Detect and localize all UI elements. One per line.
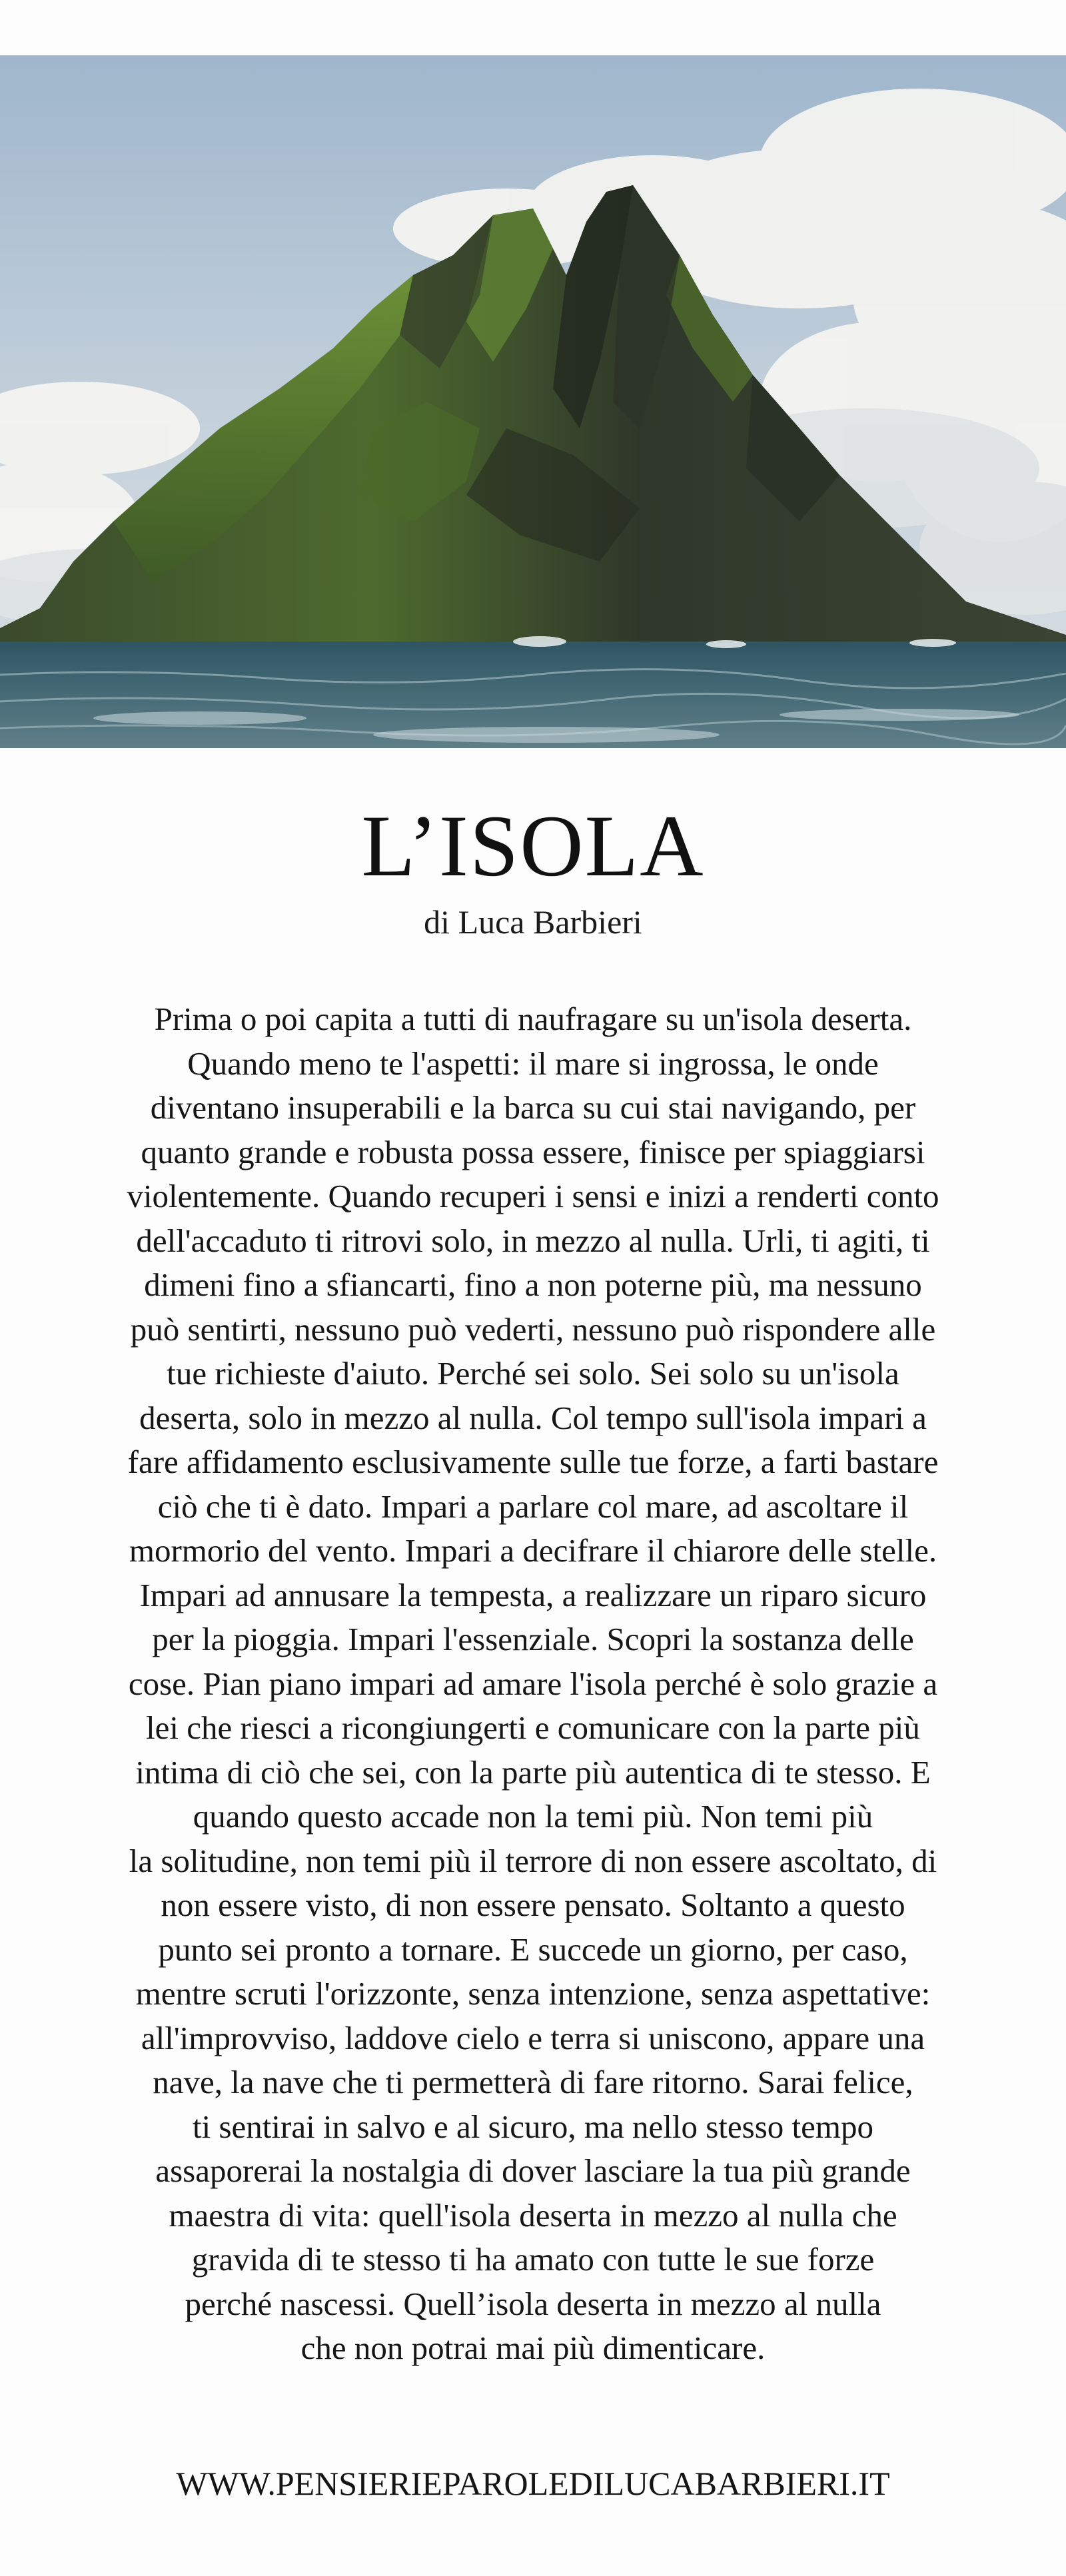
story-line: che non potrai mai più dimenticare. <box>300 2330 766 2366</box>
story-line: per la pioggia. Impari l'essenziale. Scopri la sostanza delle <box>152 1621 914 1657</box>
story-line: può sentirti, nessuno può vederti, nessuno può rispondere alle <box>130 1310 936 1348</box>
story-line: diventano insuperabili e la barca su cui stai navigando, per <box>150 1089 916 1126</box>
story-line: tue richieste d'aiuto. Perché sei solo. Sei solo su un'isola <box>167 1355 899 1392</box>
story-line: quando questo accade non la temi più. Non temi più <box>193 1798 873 1835</box>
story-line: dimeni fino a sfiancarti, fino a non poterne più, ma nessuno <box>144 1266 922 1303</box>
story-line: nave, la nave che ti permetterà di fare ritorno. Sarai felice, <box>153 2064 913 2100</box>
story-line: maestra di vita: quell'isola deserta in mezzo al nulla che <box>169 2196 897 2234</box>
story-line: deserta, solo in mezzo al nulla. Col tempo sull'isola impari a <box>139 1399 927 1436</box>
island-photo <box>0 55 1066 748</box>
story-line: la solitudine, non temi più il terrore di non essere ascoltato, di <box>129 1842 937 1879</box>
story-line: ciò che ti è dato. Impari a parlare col mare, ad ascoltare il <box>157 1488 909 1525</box>
story-line: Prima o poi capita a tutti di naufragare su un'isola deserta. <box>154 1001 912 1037</box>
story-line: violentemente. Quando recuperi i sensi e inizi a renderti conto <box>127 1178 939 1214</box>
story-line: dell'accaduto ti ritrovi solo, in mezzo al nulla. Urli, ti agiti, ti <box>136 1222 930 1259</box>
story-line: non essere visto, di non essere pensato. Soltanto a questo <box>161 1887 905 1923</box>
story-line: perché nascessi. Quell’isola deserta in mezzo al nulla <box>185 2285 881 2322</box>
story-line: intima di ciò che sei, con la parte più autentica di te stesso. E <box>135 1753 931 1791</box>
story-line: gravida di te stesso ti ha amato con tutte le sue forze <box>191 2241 875 2278</box>
page-title: L’ISOLA <box>361 797 705 895</box>
story-line: quanto grande e robusta possa essere, finisce per spiaggiarsi <box>141 1133 925 1170</box>
rocky-island-icon <box>0 55 1066 748</box>
story-line: punto sei pronto a tornare. E succede un giorno, per caso, <box>158 1931 908 1968</box>
story-text <box>53 997 1013 2371</box>
story-line: lei che riesci a ricongiungerti e comunicare con la parte più <box>146 1709 920 1746</box>
story-line: all'improvviso, laddove cielo e terra si uniscono, appare una <box>141 2019 925 2056</box>
website-url: WWW.PENSIERIEPAROLEDILUCABARBIERI.IT <box>176 2465 890 2502</box>
story-line: assaporerai la nostalgia di dover lasciare la tua più grande <box>155 2152 911 2189</box>
story-line: fare affidamento esclusivamente sulle tue forze, a farti bastare <box>127 1444 939 1480</box>
author-byline: di Luca Barbieri <box>424 903 642 941</box>
story-line: Quando meno te l'aspetti: il mare si ingrossa, le onde <box>187 1045 879 1082</box>
story-line: Impari ad annusare la tempesta, a realizzare un riparo sicuro <box>139 1576 927 1613</box>
story-line: ti sentirai in salvo e al sicuro, ma nello stesso tempo <box>193 2108 873 2145</box>
story-line: mormorio del vento. Impari a decifrare il chiarore delle stelle. <box>129 1532 937 1569</box>
story-line: cose. Pian piano impari ad amare l'isola perché è solo grazie a <box>128 1665 938 1702</box>
story-line: mentre scruti l'orizzonte, senza intenzione, senza aspettative: <box>135 1975 931 2012</box>
